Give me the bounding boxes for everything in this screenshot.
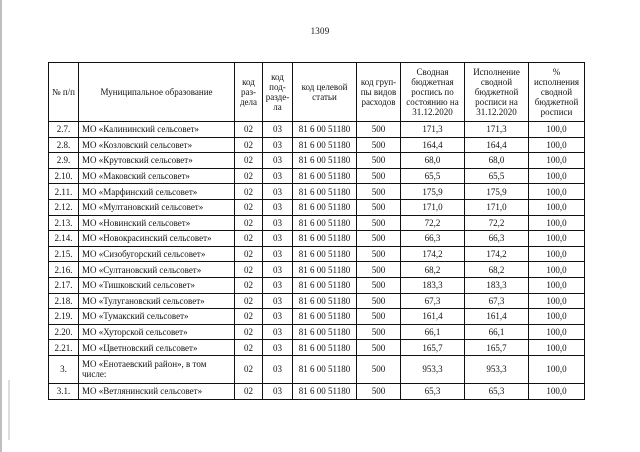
header-section: код раз-дела bbox=[235, 63, 263, 122]
row-name: МО «Марфинский сельсовет» bbox=[79, 184, 235, 200]
row-name: МО «Мултановский сельсовет» bbox=[79, 199, 235, 215]
row-planned: 164,4 bbox=[401, 137, 465, 153]
row-subsection: 03 bbox=[263, 153, 293, 169]
row-target: 81 6 00 51180 bbox=[293, 137, 357, 153]
row-planned: 165,7 bbox=[401, 340, 465, 356]
header-expense-group: код груп-пы видов расходов bbox=[357, 63, 401, 122]
row-section: 02 bbox=[235, 122, 263, 138]
row-percent: 100,0 bbox=[529, 122, 585, 138]
row-executed: 174,2 bbox=[465, 246, 529, 262]
row-target: 81 6 00 51180 bbox=[293, 340, 357, 356]
row-expense-group: 500 bbox=[357, 122, 401, 138]
row-planned: 171,3 bbox=[401, 122, 465, 138]
row-percent: 100,0 bbox=[529, 324, 585, 340]
row-executed: 171,3 bbox=[465, 122, 529, 138]
row-section: 02 bbox=[235, 231, 263, 247]
header-percent: % исполнения сводной бюджетной росписи bbox=[529, 63, 585, 122]
row-expense-group: 500 bbox=[357, 231, 401, 247]
row-target: 81 6 00 51180 bbox=[293, 246, 357, 262]
row-subsection: 03 bbox=[263, 246, 293, 262]
row-expense-group: 500 bbox=[357, 309, 401, 325]
row-executed: 171,0 bbox=[465, 199, 529, 215]
row-subsection: 03 bbox=[263, 324, 293, 340]
row-num: 2.10. bbox=[49, 168, 79, 184]
row-percent: 100,0 bbox=[529, 168, 585, 184]
row-subsection: 03 bbox=[263, 199, 293, 215]
row-section: 02 bbox=[235, 137, 263, 153]
row-executed: 66,3 bbox=[465, 231, 529, 247]
row-expense-group: 500 bbox=[357, 215, 401, 231]
row-section: 02 bbox=[235, 309, 263, 325]
row-num: 2.18. bbox=[49, 293, 79, 309]
row-executed: 165,7 bbox=[465, 340, 529, 356]
row-subsection: 03 bbox=[263, 262, 293, 278]
row-subsection: 03 bbox=[263, 277, 293, 293]
row-percent: 100,0 bbox=[529, 383, 585, 399]
row-section: 02 bbox=[235, 293, 263, 309]
row-num: 3. bbox=[49, 355, 79, 383]
row-num: 2.16. bbox=[49, 262, 79, 278]
row-executed: 66,1 bbox=[465, 324, 529, 340]
row-executed: 164,4 bbox=[465, 137, 529, 153]
row-name: МО «Сизобугорский сельсовет» bbox=[79, 246, 235, 262]
row-planned: 66,1 bbox=[401, 324, 465, 340]
header-name: Муниципальное образование bbox=[79, 63, 235, 122]
row-section: 02 bbox=[235, 215, 263, 231]
row-expense-group: 500 bbox=[357, 293, 401, 309]
row-num: 2.8. bbox=[49, 137, 79, 153]
row-planned: 171,0 bbox=[401, 199, 465, 215]
row-target: 81 6 00 51180 bbox=[293, 168, 357, 184]
row-name: МО «Новокрасинский сельсовет» bbox=[79, 231, 235, 247]
row-percent: 100,0 bbox=[529, 293, 585, 309]
table-row bbox=[49, 153, 585, 169]
row-target: 81 6 00 51180 bbox=[293, 215, 357, 231]
row-expense-group: 500 bbox=[357, 383, 401, 399]
row-executed: 65,3 bbox=[465, 383, 529, 399]
table-row bbox=[49, 199, 585, 215]
row-executed: 68,0 bbox=[465, 153, 529, 169]
row-target: 81 6 00 51180 bbox=[293, 184, 357, 200]
table-row bbox=[49, 137, 585, 153]
row-executed: 65,5 bbox=[465, 168, 529, 184]
row-percent: 100,0 bbox=[529, 137, 585, 153]
table-row bbox=[49, 246, 585, 262]
row-expense-group: 500 bbox=[357, 153, 401, 169]
row-planned: 72,2 bbox=[401, 215, 465, 231]
row-section: 02 bbox=[235, 340, 263, 356]
row-section: 02 bbox=[235, 277, 263, 293]
row-section: 02 bbox=[235, 153, 263, 169]
row-planned: 65,3 bbox=[401, 383, 465, 399]
row-num: 3.1. bbox=[49, 383, 79, 399]
row-name: МО «Козловский сельсовет» bbox=[79, 137, 235, 153]
row-target: 81 6 00 51180 bbox=[293, 309, 357, 325]
row-num: 2.7. bbox=[49, 122, 79, 138]
header-subsection: код под-разде-ла bbox=[263, 63, 293, 122]
row-section: 02 bbox=[235, 199, 263, 215]
row-planned: 183,3 bbox=[401, 277, 465, 293]
row-name: МО «Султановский сельсовет» bbox=[79, 262, 235, 278]
row-name: МО «Ветлянинский сельсовет» bbox=[79, 383, 235, 399]
row-expense-group: 500 bbox=[357, 137, 401, 153]
row-target: 81 6 00 51180 bbox=[293, 355, 357, 383]
row-planned: 175,9 bbox=[401, 184, 465, 200]
row-executed: 175,9 bbox=[465, 184, 529, 200]
row-executed: 953,3 bbox=[465, 355, 529, 383]
table-row bbox=[49, 309, 585, 325]
row-section: 02 bbox=[235, 246, 263, 262]
table-row bbox=[49, 215, 585, 231]
row-executed: 183,3 bbox=[465, 277, 529, 293]
row-subsection: 03 bbox=[263, 383, 293, 399]
row-num: 2.14. bbox=[49, 231, 79, 247]
row-target: 81 6 00 51180 bbox=[293, 324, 357, 340]
row-subsection: 03 bbox=[263, 355, 293, 383]
header-target: код целевой статьи bbox=[293, 63, 357, 122]
row-expense-group: 500 bbox=[357, 246, 401, 262]
row-target: 81 6 00 51180 bbox=[293, 293, 357, 309]
row-subsection: 03 bbox=[263, 122, 293, 138]
row-expense-group: 500 bbox=[357, 340, 401, 356]
row-num: 2.11. bbox=[49, 184, 79, 200]
row-expense-group: 500 bbox=[357, 277, 401, 293]
row-percent: 100,0 bbox=[529, 355, 585, 383]
row-name: МО «Цветновский сельсовет» bbox=[79, 340, 235, 356]
page-number: 1309 bbox=[310, 26, 330, 36]
row-num: 2.17. bbox=[49, 277, 79, 293]
table-row bbox=[49, 277, 585, 293]
row-name: МО «Калининский сельсовет» bbox=[79, 122, 235, 138]
row-section: 02 bbox=[235, 324, 263, 340]
table-row bbox=[49, 340, 585, 356]
table-row bbox=[49, 324, 585, 340]
row-section: 02 bbox=[235, 383, 263, 399]
row-num: 2.13. bbox=[49, 215, 79, 231]
row-subsection: 03 bbox=[263, 215, 293, 231]
table-row bbox=[49, 262, 585, 278]
row-percent: 100,0 bbox=[529, 184, 585, 200]
row-num: 2.21. bbox=[49, 340, 79, 356]
table-body bbox=[49, 122, 585, 400]
row-target: 81 6 00 51180 bbox=[293, 383, 357, 399]
row-subsection: 03 bbox=[263, 340, 293, 356]
table-row bbox=[49, 293, 585, 309]
row-planned: 174,2 bbox=[401, 246, 465, 262]
row-section: 02 bbox=[235, 355, 263, 383]
row-percent: 100,0 bbox=[529, 215, 585, 231]
row-subsection: 03 bbox=[263, 184, 293, 200]
header-num: № п/п bbox=[49, 63, 79, 122]
row-expense-group: 500 bbox=[357, 262, 401, 278]
row-section: 02 bbox=[235, 184, 263, 200]
row-expense-group: 500 bbox=[357, 168, 401, 184]
row-percent: 100,0 bbox=[529, 199, 585, 215]
row-executed: 161,4 bbox=[465, 309, 529, 325]
row-num: 2.19. bbox=[49, 309, 79, 325]
row-name: МО «Хуторской сельсовет» bbox=[79, 324, 235, 340]
row-planned: 68,2 bbox=[401, 262, 465, 278]
row-subsection: 03 bbox=[263, 293, 293, 309]
table-row bbox=[49, 355, 585, 383]
row-planned: 953,3 bbox=[401, 355, 465, 383]
row-target: 81 6 00 51180 bbox=[293, 199, 357, 215]
row-percent: 100,0 bbox=[529, 246, 585, 262]
row-num: 2.9. bbox=[49, 153, 79, 169]
row-target: 81 6 00 51180 bbox=[293, 153, 357, 169]
budget-table bbox=[48, 62, 585, 400]
row-name: МО «Крутовский сельсовет» bbox=[79, 153, 235, 169]
row-percent: 100,0 bbox=[529, 340, 585, 356]
row-num: 2.20. bbox=[49, 324, 79, 340]
row-subsection: 03 bbox=[263, 137, 293, 153]
row-target: 81 6 00 51180 bbox=[293, 262, 357, 278]
row-name: МО «Енотаевский район», в том числе: bbox=[79, 355, 235, 383]
row-percent: 100,0 bbox=[529, 262, 585, 278]
row-percent: 100,0 bbox=[529, 309, 585, 325]
row-num: 2.15. bbox=[49, 246, 79, 262]
row-name: МО «Тишковский сельсовет» bbox=[79, 277, 235, 293]
row-expense-group: 500 bbox=[357, 355, 401, 383]
row-percent: 100,0 bbox=[529, 277, 585, 293]
header-executed: Исполнение сводной бюджетной росписи на 31.12.2020 bbox=[465, 63, 529, 122]
header-row bbox=[49, 63, 585, 122]
table-row bbox=[49, 168, 585, 184]
row-target: 81 6 00 51180 bbox=[293, 122, 357, 138]
table-row bbox=[49, 122, 585, 138]
row-executed: 72,2 bbox=[465, 215, 529, 231]
row-expense-group: 500 bbox=[357, 184, 401, 200]
row-executed: 67,3 bbox=[465, 293, 529, 309]
row-name: МО «Тумакский сельсовет» bbox=[79, 309, 235, 325]
row-planned: 65,5 bbox=[401, 168, 465, 184]
row-percent: 100,0 bbox=[529, 231, 585, 247]
row-planned: 67,3 bbox=[401, 293, 465, 309]
row-planned: 66,3 bbox=[401, 231, 465, 247]
scan-edge bbox=[0, 0, 2, 452]
table-row bbox=[49, 383, 585, 399]
row-target: 81 6 00 51180 bbox=[293, 231, 357, 247]
row-planned: 68,0 bbox=[401, 153, 465, 169]
header-planned: Сводная бюджетная роспись по состоянию на 31.12.2020 bbox=[401, 63, 465, 122]
row-target: 81 6 00 51180 bbox=[293, 277, 357, 293]
row-executed: 68,2 bbox=[465, 262, 529, 278]
table-row bbox=[49, 184, 585, 200]
row-section: 02 bbox=[235, 168, 263, 184]
row-name: МО «Тулугановский сельсовет» bbox=[79, 293, 235, 309]
table-row bbox=[49, 231, 585, 247]
row-subsection: 03 bbox=[263, 309, 293, 325]
row-expense-group: 500 bbox=[357, 324, 401, 340]
row-planned: 161,4 bbox=[401, 309, 465, 325]
row-expense-group: 500 bbox=[357, 199, 401, 215]
row-percent: 100,0 bbox=[529, 153, 585, 169]
row-section: 02 bbox=[235, 262, 263, 278]
row-subsection: 03 bbox=[263, 231, 293, 247]
scan-mark bbox=[8, 380, 10, 440]
row-name: МО «Новинский сельсовет» bbox=[79, 215, 235, 231]
row-name: МО «Маковский сельсовет» bbox=[79, 168, 235, 184]
row-num: 2.12. bbox=[49, 199, 79, 215]
row-subsection: 03 bbox=[263, 168, 293, 184]
